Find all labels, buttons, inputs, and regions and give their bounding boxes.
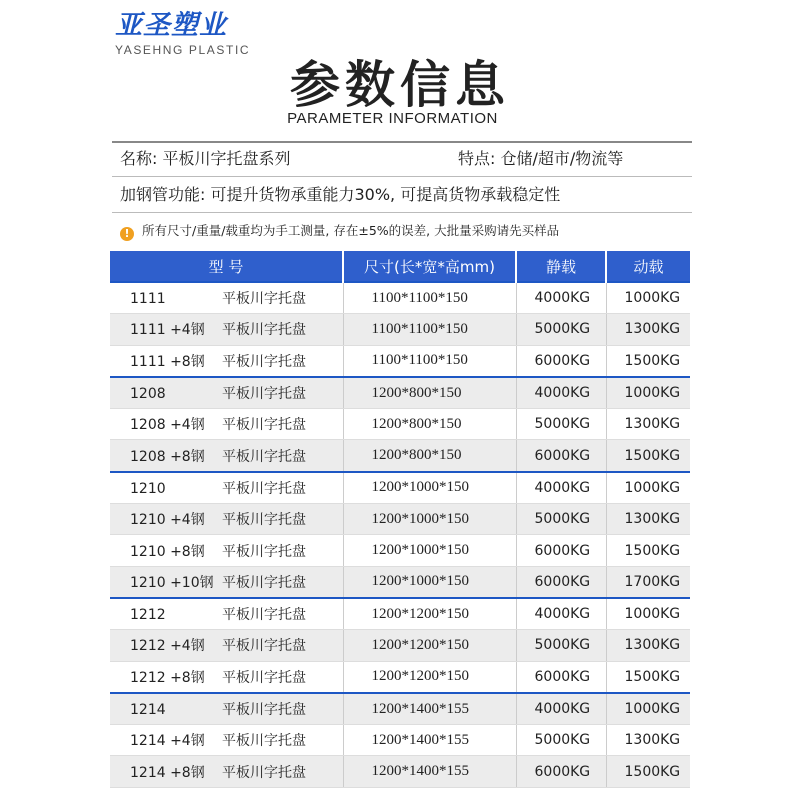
static-load-cell: 5000KG — [516, 630, 606, 661]
table-row — [110, 472, 690, 504]
table-row — [110, 598, 690, 630]
model-code: 1208 +4钢 — [130, 417, 205, 434]
measurement-notice — [120, 222, 559, 241]
model-code: 1212 +4钢 — [130, 638, 205, 655]
model-cell — [110, 314, 343, 345]
divider-top — [112, 141, 692, 143]
dynamic-load-cell: 1300KG — [606, 409, 690, 440]
table-row — [110, 377, 690, 409]
brand-name-cn: 亚圣塑业 — [115, 10, 227, 41]
table-row — [110, 693, 690, 725]
model-cell — [110, 661, 343, 693]
model-cell — [110, 345, 343, 377]
model-name: 平板川字托盘 — [222, 512, 306, 529]
table-header-row — [110, 251, 690, 282]
table-row — [110, 566, 690, 598]
model-cell — [110, 630, 343, 661]
model-name: 平板川字托盘 — [222, 607, 306, 624]
static-load-cell: 6000KG — [516, 566, 606, 598]
size-cell: 1100*1100*150 — [343, 314, 516, 345]
table-row — [110, 661, 690, 693]
model-cell — [110, 566, 343, 598]
size-cell: 1200*1000*150 — [343, 472, 516, 504]
table-row — [110, 345, 690, 377]
product-name: 名称: 平板川字托盘系列 — [120, 149, 291, 168]
table-row — [110, 535, 690, 566]
static-load-cell: 6000KG — [516, 440, 606, 472]
static-load-cell: 4000KG — [516, 693, 606, 725]
dynamic-load-cell: 1500KG — [606, 535, 690, 566]
table-row — [110, 725, 690, 756]
model-cell — [110, 440, 343, 472]
dynamic-load-cell: 1500KG — [606, 440, 690, 472]
brand-name-en: YASEHNG PLASTIC — [115, 43, 251, 57]
parameter-table — [110, 251, 690, 788]
size-cell: 1200*1200*150 — [343, 598, 516, 630]
dynamic-load-cell: 1300KG — [606, 725, 690, 756]
divider-bottom — [112, 212, 692, 213]
static-load-cell: 4000KG — [516, 377, 606, 409]
model-code: 1111 +8钢 — [130, 353, 205, 370]
model-cell — [110, 377, 343, 409]
static-load-cell: 4000KG — [516, 598, 606, 630]
size-cell: 1200*1000*150 — [343, 535, 516, 566]
model-name: 平板川字托盘 — [222, 417, 306, 434]
model-name: 平板川字托盘 — [222, 764, 306, 781]
model-code: 1210 +4钢 — [130, 512, 205, 529]
dynamic-load-cell: 1000KG — [606, 377, 690, 409]
static-load-cell: 4000KG — [516, 282, 606, 314]
size-cell: 1200*800*150 — [343, 409, 516, 440]
table-row — [110, 504, 690, 535]
dynamic-load-cell: 1300KG — [606, 314, 690, 345]
size-cell: 1200*1000*150 — [343, 566, 516, 598]
page-subtitle: PARAMETER INFORMATION — [287, 110, 498, 127]
static-load-cell: 5000KG — [516, 409, 606, 440]
dynamic-load-cell: 1700KG — [606, 566, 690, 598]
dynamic-load-cell: 1000KG — [606, 282, 690, 314]
model-cell — [110, 598, 343, 630]
divider-middle — [112, 176, 692, 177]
model-name: 平板川字托盘 — [222, 291, 306, 308]
dynamic-load-cell: 1000KG — [606, 693, 690, 725]
model-cell — [110, 472, 343, 504]
model-cell — [110, 282, 343, 314]
size-cell: 1200*1200*150 — [343, 630, 516, 661]
product-features: 特点: 仓储/超市/物流等 — [458, 149, 624, 168]
table-row — [110, 630, 690, 661]
header-size: 尺寸(长*宽*高mm) — [343, 251, 516, 282]
size-cell: 1200*1200*150 — [343, 661, 516, 693]
model-name: 平板川字托盘 — [222, 574, 306, 591]
table-row — [110, 314, 690, 345]
dynamic-load-cell: 1000KG — [606, 598, 690, 630]
brand-logo — [115, 10, 265, 58]
size-cell: 1200*800*150 — [343, 440, 516, 472]
model-code: 1212 — [130, 607, 166, 624]
dynamic-load-cell: 1300KG — [606, 630, 690, 661]
model-code: 1214 — [130, 702, 166, 718]
model-code: 1210 +8钢 — [130, 543, 205, 560]
size-cell: 1100*1100*150 — [343, 345, 516, 377]
model-code: 1214 +8钢 — [130, 764, 205, 781]
model-name: 平板川字托盘 — [222, 353, 306, 370]
model-code: 1212 +8钢 — [130, 669, 205, 686]
static-load-cell: 5000KG — [516, 725, 606, 756]
size-cell: 1200*1400*155 — [343, 725, 516, 756]
size-cell: 1200*1400*155 — [343, 693, 516, 725]
model-name: 平板川字托盘 — [222, 543, 306, 560]
model-code: 1208 — [130, 386, 166, 403]
static-load-cell: 6000KG — [516, 756, 606, 787]
model-cell — [110, 535, 343, 566]
model-name: 平板川字托盘 — [222, 733, 306, 750]
dynamic-load-cell: 1500KG — [606, 756, 690, 787]
model-name: 平板川字托盘 — [222, 669, 306, 686]
model-cell — [110, 409, 343, 440]
static-load-cell: 4000KG — [516, 472, 606, 504]
size-cell: 1200*1400*155 — [343, 756, 516, 787]
model-cell — [110, 725, 343, 756]
dynamic-load-cell: 1000KG — [606, 472, 690, 504]
model-name: 平板川字托盘 — [222, 638, 306, 655]
header-model: 型 号 — [110, 251, 343, 282]
static-load-cell: 5000KG — [516, 504, 606, 535]
model-name: 平板川字托盘 — [222, 480, 306, 497]
table-row — [110, 756, 690, 787]
model-code: 1210 +10钢 — [130, 574, 214, 591]
model-name: 平板川字托盘 — [222, 386, 306, 403]
model-name: 平板川字托盘 — [222, 702, 306, 718]
model-code: 1210 — [130, 480, 166, 497]
table-row — [110, 409, 690, 440]
size-cell: 1200*1000*150 — [343, 504, 516, 535]
header-static-load: 静载 — [516, 251, 606, 282]
page-title: 参数信息 — [290, 56, 510, 114]
table-row — [110, 282, 690, 314]
model-cell — [110, 693, 343, 725]
header-dynamic-load: 动载 — [606, 251, 690, 282]
model-name: 平板川字托盘 — [222, 322, 306, 339]
static-load-cell: 5000KG — [516, 314, 606, 345]
model-code: 1111 +4钢 — [130, 322, 205, 339]
model-cell — [110, 504, 343, 535]
steel-function: 加钢管功能: 可提升货物承重能力30%, 可提高货物承载稳定性 — [120, 185, 561, 204]
dynamic-load-cell: 1500KG — [606, 661, 690, 693]
model-name: 平板川字托盘 — [222, 448, 306, 465]
static-load-cell: 6000KG — [516, 345, 606, 377]
warning-icon: ! — [120, 227, 134, 241]
static-load-cell: 6000KG — [516, 535, 606, 566]
model-cell — [110, 756, 343, 787]
model-code: 1208 +8钢 — [130, 448, 205, 465]
model-code: 1111 — [130, 291, 166, 308]
size-cell: 1200*800*150 — [343, 377, 516, 409]
dynamic-load-cell: 1500KG — [606, 345, 690, 377]
dynamic-load-cell: 1300KG — [606, 504, 690, 535]
model-code: 1214 +4钢 — [130, 733, 205, 750]
size-cell: 1100*1100*150 — [343, 282, 516, 314]
table-row — [110, 440, 690, 472]
static-load-cell: 6000KG — [516, 661, 606, 693]
notice-text: 所有尺寸/重量/载重均为手工测量, 存在±5%的误差, 大批量采购请先买样品 — [142, 223, 560, 238]
